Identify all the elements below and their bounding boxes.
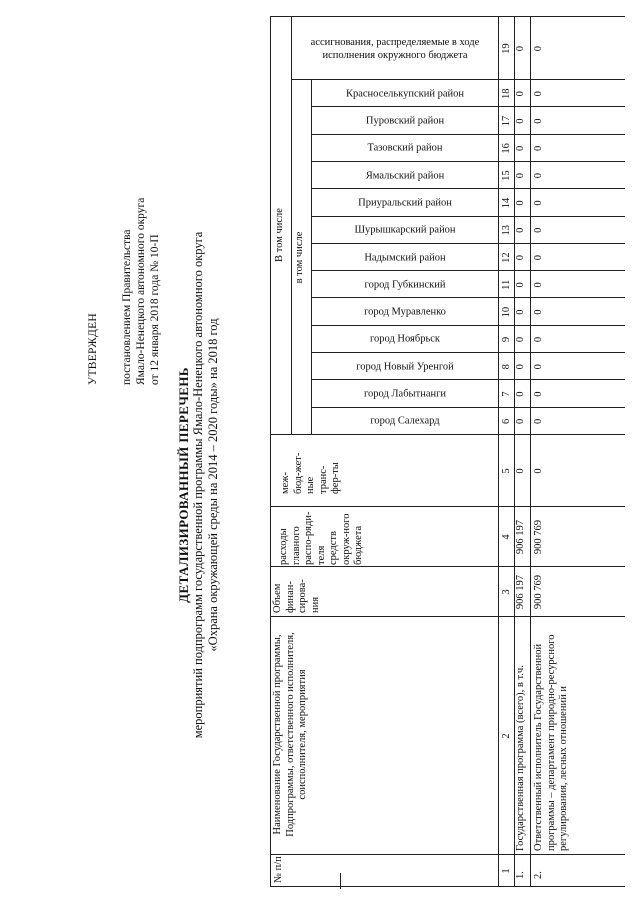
table-vertical-rule — [270, 434, 625, 435]
header-municipality: Тазовский район — [367, 142, 443, 154]
header-volume: Объем финан-сирова-ния — [272, 579, 321, 613]
table-horizontal-rule — [270, 17, 271, 887]
row-name: Ответственный исполнитель Государственной программы – департамент природно-ресурсного регулирования, лесных отношений и — [533, 634, 569, 851]
row-municipality-value: 0 — [515, 145, 526, 151]
column-number: 9 — [501, 336, 512, 343]
header-municipality: Ямальский район — [365, 170, 445, 182]
row-municipality-value: 0 — [533, 391, 544, 397]
column-number: 8 — [501, 364, 512, 370]
document-heading — [176, 65, 221, 905]
approval-block — [86, 55, 162, 385]
row-municipality-value: 0 — [515, 118, 526, 124]
table-vertical-rule — [270, 854, 625, 855]
row-transfers: 0 — [533, 468, 544, 474]
row-municipality-value: 0 — [533, 364, 544, 370]
row-municipality-value: 0 — [515, 227, 526, 233]
document-title: ДЕТАЛИЗИРОВАННЫЙ ПЕРЕЧЕНЬ — [176, 367, 191, 603]
row-municipality-value: 0 — [533, 91, 544, 97]
header-transfers: меж-бюд-жет-ные транс-фер-ты — [280, 452, 341, 494]
header-municipality: город Салехард — [370, 415, 440, 427]
table-vertical-rule — [270, 616, 625, 617]
row-municipality-value: 0 — [515, 391, 526, 397]
row-municipality-value: 0 — [533, 336, 544, 343]
table-vertical-rule — [311, 161, 625, 162]
row-municipality-value: 0 — [533, 118, 544, 124]
column-number: 14 — [501, 197, 512, 209]
header-municipality: город Губкинский — [364, 279, 446, 291]
row-municipality-value: 0 — [533, 309, 544, 315]
column-number: 4 — [501, 534, 512, 540]
table-horizontal-rule — [498, 17, 499, 887]
header-number: № п/п — [273, 856, 284, 883]
row-volume: 906 197 — [515, 574, 526, 610]
row-municipality-value: 0 — [533, 173, 544, 179]
row-municipality-value: 0 — [515, 173, 526, 179]
table-vertical-rule — [291, 79, 625, 80]
row-municipality-value: 0 — [533, 145, 544, 151]
row-expenses: 900 769 — [533, 519, 544, 555]
header-expenses: расходы главного распо-ряди-теля средств окруж-ного бюджета — [278, 511, 364, 565]
table-vertical-rule — [311, 106, 625, 107]
column-number: 3 — [501, 589, 512, 595]
approval-line: постановлением Правительства — [121, 229, 133, 385]
row-municipality-value: 0 — [533, 200, 544, 206]
column-number: 17 — [501, 115, 512, 127]
row-municipality-value: 0 — [515, 309, 526, 315]
row-municipality-value: 0 — [515, 91, 526, 97]
table-vertical-rule — [311, 352, 625, 353]
column-number: 11 — [501, 279, 512, 290]
column-number: 18 — [501, 88, 512, 99]
column-number: 5 — [501, 468, 512, 474]
table-vertical-rule — [311, 270, 625, 271]
row-municipality-value: 0 — [533, 282, 544, 288]
row-municipality-value: 0 — [533, 254, 544, 261]
table-vertical-rule — [311, 325, 625, 326]
table-horizontal-rule — [340, 873, 341, 889]
header-municipality: город Муравленко — [364, 306, 446, 318]
column-number: 13 — [501, 225, 512, 236]
header-municipality: Надымский район — [364, 252, 446, 264]
table-vertical-rule — [311, 134, 625, 135]
row-municipality-value: 0 — [533, 227, 544, 233]
table-vertical-rule — [270, 886, 625, 887]
column-number: 10 — [501, 306, 512, 318]
header-municipality: Пуровский район — [365, 115, 445, 127]
column-number: 1 — [501, 868, 512, 874]
header-name: Наименование Государственной программы, Подпрограммы, ответственного исполнителя, соисполнителя, мероприятия — [272, 632, 308, 837]
table-vertical-rule — [311, 188, 625, 189]
document-subtitle-line: «Охрана окружающей среды на 2014 – 2020 годы» на 2018 год — [206, 318, 220, 652]
table-vertical-rule — [311, 379, 625, 380]
row-volume: 900 769 — [533, 574, 544, 610]
column-number: 16 — [501, 143, 512, 154]
column-number: 7 — [501, 391, 512, 397]
row-number: 2. — [533, 871, 544, 879]
row-municipality-value: 0 — [515, 364, 526, 370]
table-horizontal-rule — [270, 17, 271, 82]
table-vertical-rule — [311, 407, 625, 408]
column-number: 6 — [501, 418, 512, 424]
approval-title: УТВЕРЖДЕН — [87, 312, 99, 385]
header-municipality: город Новый Уренгой — [356, 361, 454, 373]
header-group: В том числе — [274, 208, 285, 262]
row-allocations: 0 — [515, 45, 526, 52]
table-vertical-rule — [270, 16, 625, 17]
header-municipality: город Лабытнанги — [363, 388, 447, 400]
row-municipality-value: 0 — [533, 418, 544, 424]
document-subtitle-line: мероприятий подпрограмм государственной программы Ямало-Ненецкого автономного округа — [191, 231, 205, 739]
row-municipality-value: 0 — [515, 254, 526, 261]
row-number: 1. — [515, 871, 526, 879]
approval-line: Ямало-Ненецкого автономного округа — [135, 197, 147, 385]
header-municipality: Шурышкарский район — [354, 224, 456, 236]
header-municipality: город Ноябрьск — [369, 333, 441, 345]
column-number: 19 — [501, 43, 512, 54]
row-allocations: 0 — [533, 45, 544, 52]
header-subgroup: в том числе — [294, 231, 305, 284]
row-name: Государственная программа (всего), в т.ч. — [515, 665, 526, 851]
approval-line: от 12 января 2018 года № 10-П — [149, 234, 161, 385]
row-municipality-value: 0 — [515, 200, 526, 206]
column-number: 2 — [501, 733, 512, 739]
row-municipality-value: 0 — [515, 282, 526, 288]
table-vertical-rule — [311, 216, 625, 217]
table-vertical-rule — [311, 298, 625, 299]
table-vertical-rule — [311, 243, 625, 244]
row-municipality-value: 0 — [515, 418, 526, 424]
row-municipality-value: 0 — [515, 336, 526, 343]
header-allocations-text: ассигнования, распределяемые в ходе исполнения окружного бюджета — [310, 36, 480, 61]
row-transfers: 0 — [515, 468, 526, 474]
header-municipality: Приуральский район — [358, 197, 452, 209]
row-expenses: 906 197 — [515, 519, 526, 555]
column-number: 15 — [501, 170, 512, 181]
table-vertical-rule — [270, 566, 625, 567]
table-vertical-rule — [270, 506, 625, 507]
header-municipality: Красноселькупский район — [345, 88, 465, 100]
column-number: 12 — [501, 252, 512, 263]
